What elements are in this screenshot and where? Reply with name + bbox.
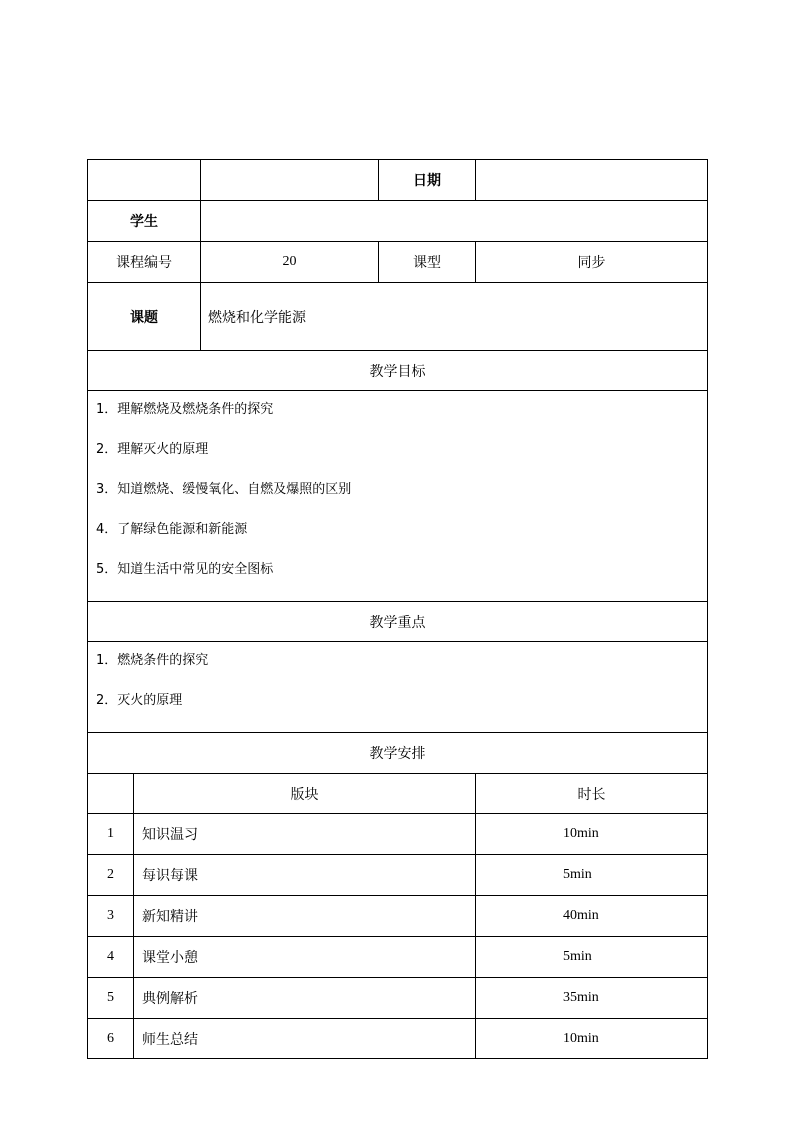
schedule-row-no: 5 (88, 978, 134, 1019)
schedule-row-name: 新知精讲 (134, 896, 476, 937)
objectives-list-row (88, 391, 708, 602)
schedule-row-duration: 10min (476, 1019, 708, 1059)
key-points-heading: 教学重点 (88, 602, 708, 642)
date-row (88, 160, 708, 201)
schedule-header-row (88, 774, 708, 814)
course-info-row (88, 242, 708, 283)
schedule-row (88, 814, 708, 855)
schedule-no-header (88, 774, 134, 814)
schedule-duration-header: 时长 (476, 774, 708, 814)
schedule-heading: 教学安排 (88, 733, 708, 774)
objective-item: 4．了解绿色能源和新能源 (96, 522, 248, 537)
schedule-row-duration: 5min (476, 855, 708, 896)
student-value (201, 201, 708, 242)
schedule-row-name: 知识温习 (134, 814, 476, 855)
schedule-row-name: 师生总结 (134, 1019, 476, 1059)
schedule-row-no: 6 (88, 1019, 134, 1059)
objective-item: 2．理解灭火的原理 (96, 442, 209, 457)
blank-value-cell (201, 160, 379, 201)
objective-item: 1．理解燃烧及燃烧条件的探究 (96, 402, 274, 417)
schedule-row-no: 2 (88, 855, 134, 896)
course-type-label: 课型 (379, 242, 476, 283)
topic-label: 课题 (88, 283, 201, 351)
schedule-row (88, 978, 708, 1019)
course-type-value: 同步 (476, 242, 708, 283)
schedule-row-name: 课堂小憩 (134, 937, 476, 978)
key-points-list (88, 642, 708, 733)
schedule-row-name: 每识每课 (134, 855, 476, 896)
schedule-row-duration: 35min (476, 978, 708, 1019)
objectives-list (88, 391, 708, 602)
key-points-heading-row (88, 602, 708, 642)
student-row (88, 201, 708, 242)
topic-row (88, 283, 708, 351)
schedule-heading-row (88, 733, 708, 774)
course-no-value: 20 (201, 242, 379, 283)
date-value (476, 160, 708, 201)
topic-value: 燃烧和化学能源 (201, 283, 708, 351)
schedule-row (88, 855, 708, 896)
schedule-row (88, 937, 708, 978)
lesson-plan-table (87, 159, 708, 1059)
date-label: 日期 (379, 160, 476, 201)
course-no-label: 课程编号 (88, 242, 201, 283)
objective-item: 3．知道燃烧、缓慢氧化、自燃及爆照的区别 (96, 482, 352, 497)
objectives-heading-row (88, 351, 708, 391)
objectives-heading: 教学目标 (88, 351, 708, 391)
blank-label-cell (88, 160, 201, 201)
objective-item: 5．知道生活中常见的安全图标 (96, 562, 274, 577)
schedule-row-duration: 40min (476, 896, 708, 937)
schedule-row-no: 1 (88, 814, 134, 855)
schedule-row-duration: 10min (476, 814, 708, 855)
schedule-row-no: 3 (88, 896, 134, 937)
key-point-item: 2．灭火的原理 (96, 693, 183, 708)
schedule-row (88, 1019, 708, 1059)
schedule-row-duration: 5min (476, 937, 708, 978)
schedule-row-no: 4 (88, 937, 134, 978)
student-label: 学生 (88, 201, 201, 242)
key-points-list-row (88, 642, 708, 733)
schedule-block-header: 版块 (134, 774, 476, 814)
schedule-row (88, 896, 708, 937)
schedule-row-name: 典例解析 (134, 978, 476, 1019)
key-point-item: 1．燃烧条件的探究 (96, 653, 209, 668)
